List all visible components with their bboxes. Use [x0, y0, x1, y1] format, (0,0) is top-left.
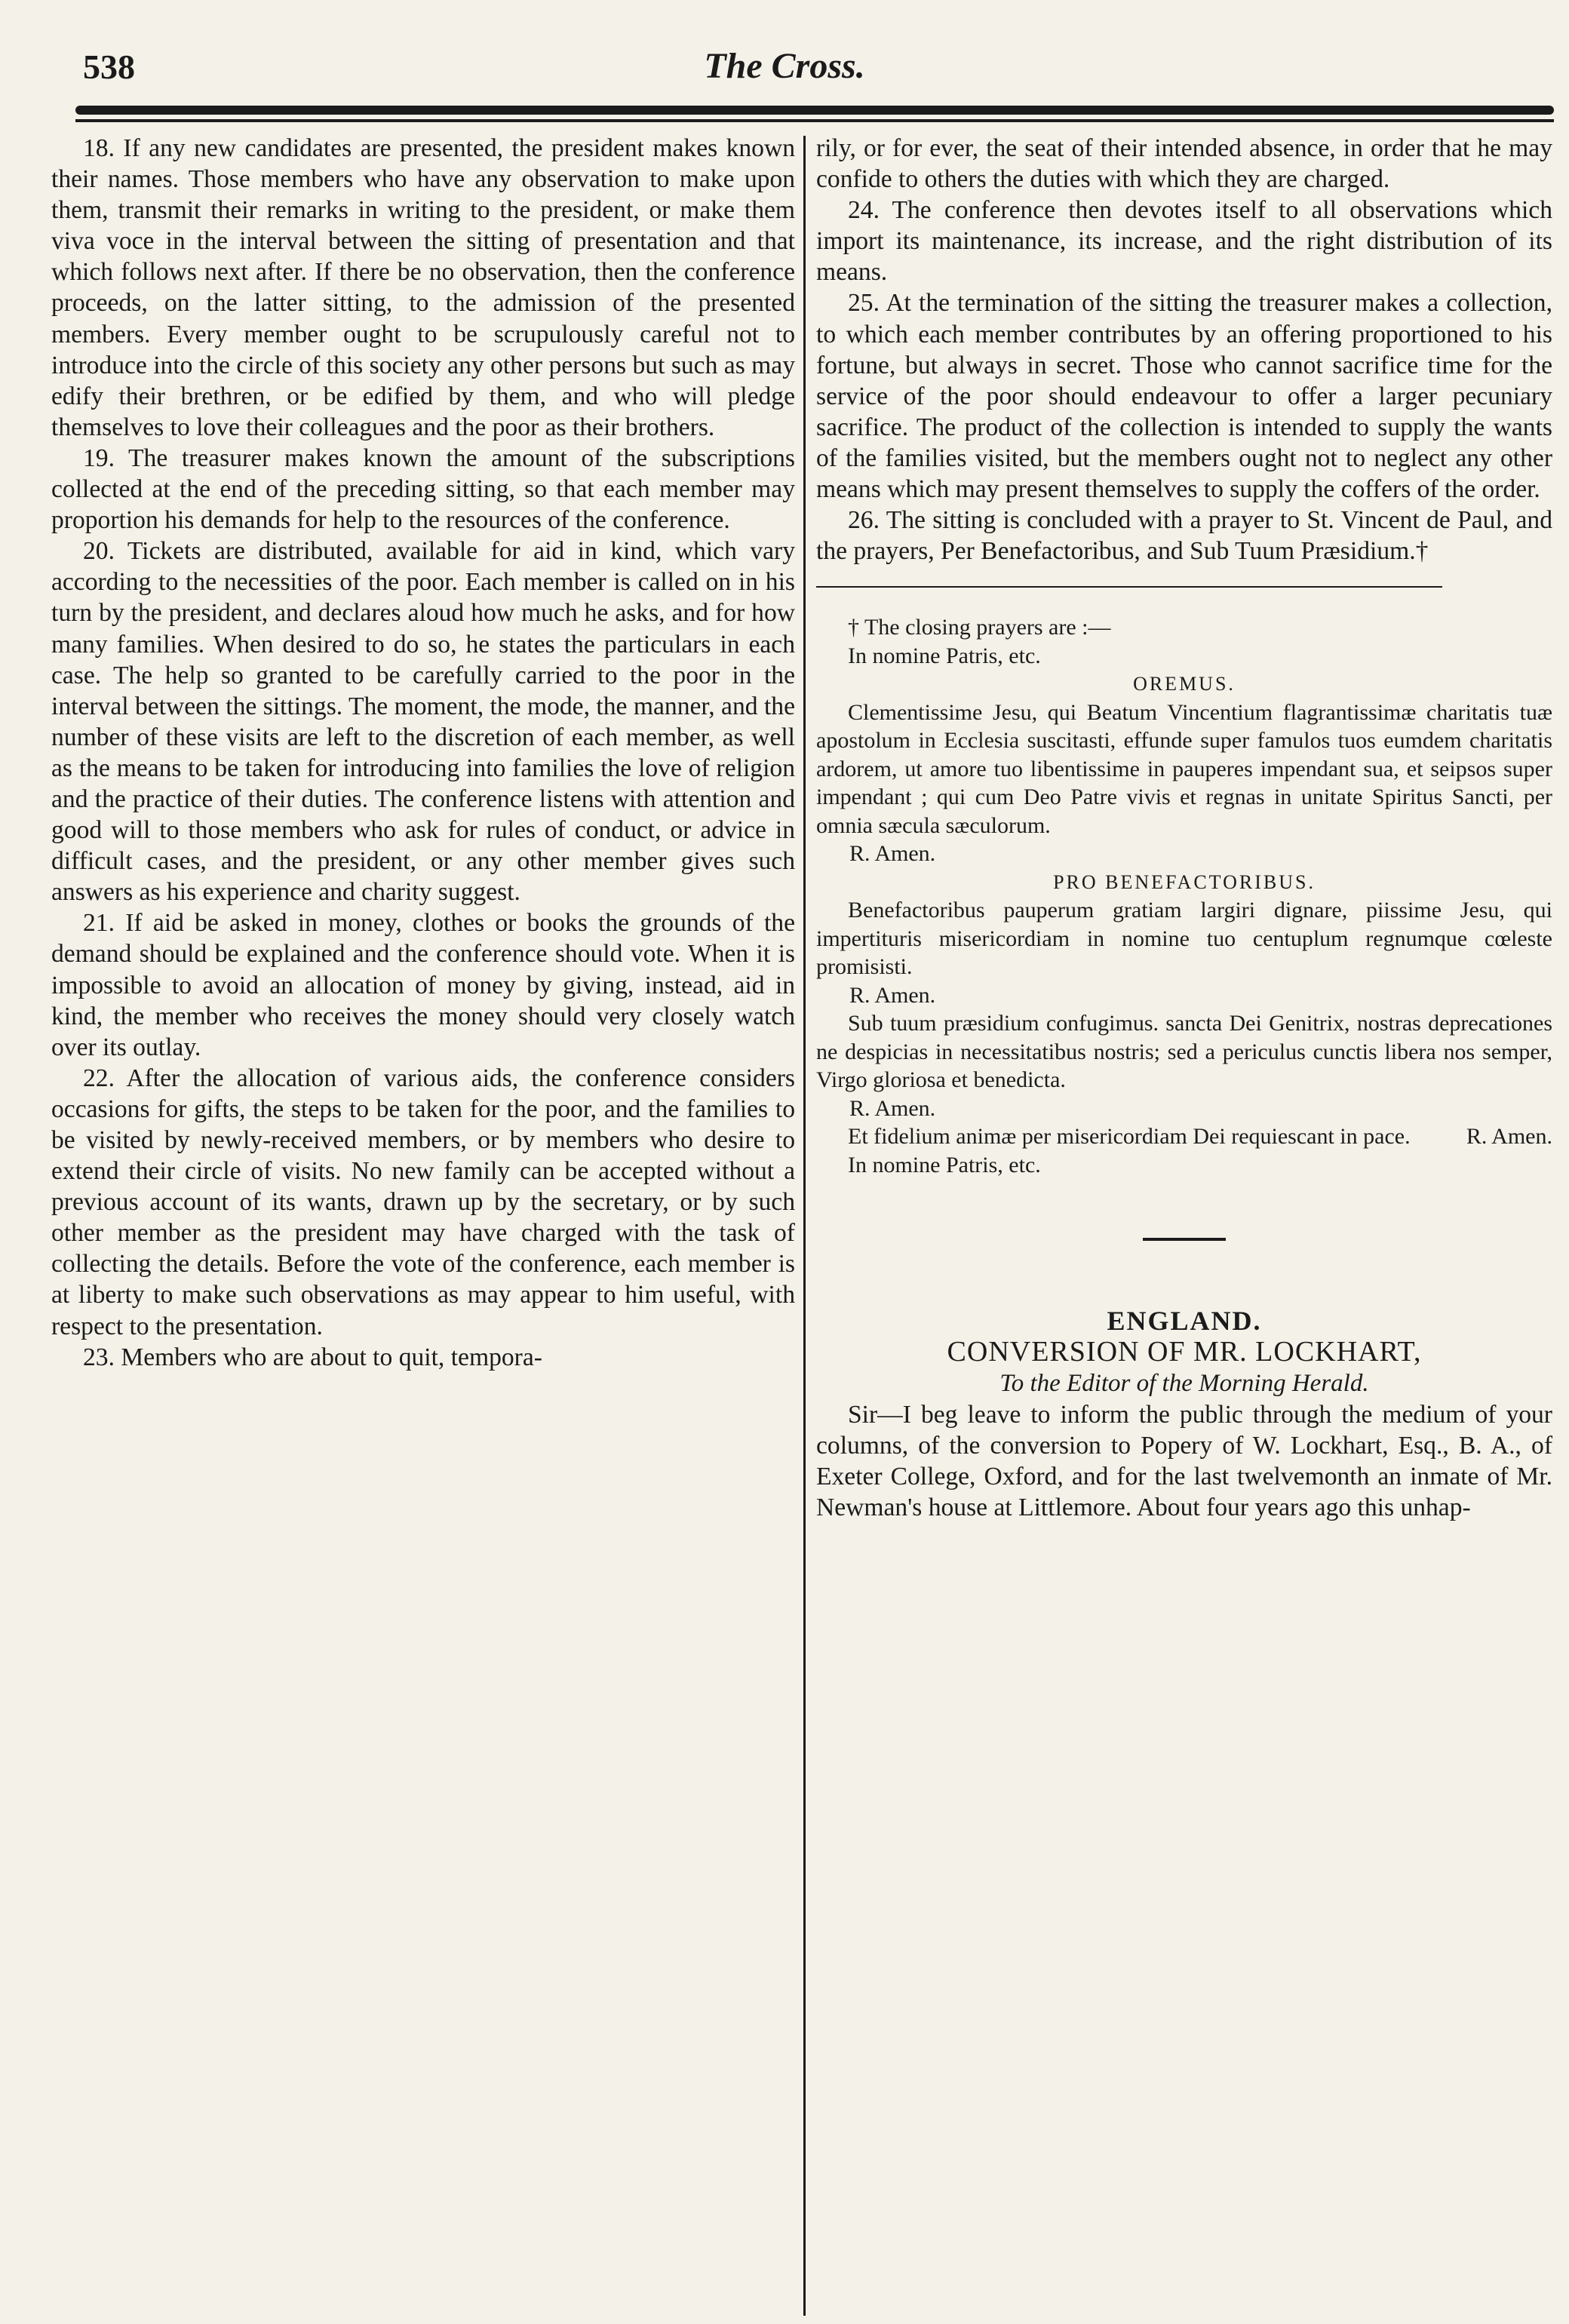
footnote-prayer-2: Benefactoribus pauperum gratiam largiri dignare, piissime Jesu, qui impertituris misericordiam in nomine tuo centuplum regnumque cœleste promisisti. — [816, 898, 1552, 980]
footnote-prayer-4-text: Et fidelium animæ per misericordiam Dei requiescant in pace. — [848, 1124, 1411, 1150]
paragraph-20: 20. Tickets are distributed, available for aid in kind, which vary according to the necessities of the poor. Each member is called on in his turn by the president, and declares aloud how much he asks, and for how many families. When desired to do so, he states the particulars in each case. The help so granted to be carefully carried to the poor in the interval between the sittings. The moment, the mode, the manner, and the number of these visits are left to the discretion of each member, as well as the means to be taken for introducing into families the love of religion and the practice of their duties. The conference listens with attention and good will to those members who ask for rules of conduct, or advice in difficult cases, and the president, or any other member gives such answers as his experience and charity suggest. — [51, 537, 795, 907]
paragraph-23: 23. Members who are about to quit, tempora- — [83, 1343, 542, 1371]
section-separator — [1143, 1238, 1226, 1241]
running-title: The Cross. — [704, 46, 865, 86]
page-number: 538 — [83, 48, 135, 86]
section-heading: ENGLAND. — [1107, 1306, 1262, 1337]
footnote-oremus: OREMUS. — [1133, 673, 1236, 695]
footnote-prayer-3: Sub tuum præsidium confugimus. sancta Dei Genitrix, nostras deprecationes ne despicias in necessitatibus nostris; sed a periculus cunctis libera nos semper, Virgo gloriosa et benedicta. — [816, 1011, 1552, 1093]
paragraph-21: 21. If aid be asked in money, clothes or books the grounds of the demand should be explained and the conference should vote. When it is impossible to avoid an allocation of money by giving, instead, aid in kind, the member who receives the money should very closely watch over its outlay. — [51, 909, 795, 1061]
footnote-prayer-1: Clementissime Jesu, qui Beatum Vincentium flagrantissimæ charitatis tuæ apostolum in Ecclesia suscitasti, effunde super famulos tuos eumdem charitatis ardorem, ut amore tuo libentissime in pauperes impendant sua, et seipsos super impendant ; qui cum Deo Patre vivis et regnas in unitate Spiritus Sancti, per omnia sæcula sæculorum. — [816, 699, 1552, 838]
footnote-rule — [816, 586, 1442, 613]
article-body: Sir—I beg leave to inform the public through the medium of your columns, of the conversion to Popery of W. Lockhart, Esq., B. A., of Exeter College, Oxford, and for the last twelvemonth an inmate of Mr. Newman's house at Littlemore. About four years ago this unhap- — [816, 1400, 1552, 1521]
paragraph-24: 24. The conference then devotes itself to all observations which import its maintenance, its increase, and the right distribution of its means. — [816, 196, 1552, 287]
paragraph-22: 22. After the allocation of various aids, the conference considers occasions for gifts, the steps to be taken for the poor, and the families to be visited by newly-received members, or by members who desire to extend their circle of visits. No new family can be accepted without a previous account of its wants, drawn up by the secretary, or by such other member as the president may have charged with the task of collecting the details. Before the vote of the conference, each member is at liberty to make such observations as may appear to him useful, with respect to the presentation. — [51, 1064, 795, 1340]
left-column — [51, 133, 795, 1373]
footnote-intro: † The closing prayers are :— — [848, 615, 1111, 640]
footnote-amen-1: R. Amen. — [849, 841, 936, 867]
footnote-amen-3: R. Amen. — [849, 1095, 936, 1121]
footnote-pro-benefactoribus: PRO BENEFACTORIBUS. — [1053, 870, 1316, 893]
article-headline: CONVERSION OF MR. LOCKHART, — [947, 1336, 1422, 1368]
header-rule-thick — [75, 106, 1554, 115]
column-divider — [803, 136, 806, 2316]
footnote-amen-2: R. Amen. — [849, 982, 936, 1008]
paragraph-19: 19. The treasurer makes known the amount of the subscriptions collected at the end of the preceding sitting, so that each member may proportion his demands for help to the resources of the conference. — [51, 444, 795, 535]
article-subhead: To the Editor of the Morning Herald. — [999, 1369, 1369, 1397]
footnote-amen-4: R. Amen. — [1466, 1124, 1552, 1150]
footnote-in-nomine-2: In nomine Patris, etc. — [848, 1152, 1041, 1177]
paragraph-26: 26. The sitting is concluded with a prayer to St. Vincent de Paul, and the prayers, Per Benefactoribus, and Sub Tuum Præsidium.† — [816, 506, 1552, 566]
right-column — [816, 133, 1552, 1523]
footnote-prayer-4 — [816, 1122, 1552, 1151]
paragraph-25: 25. At the termination of the sitting the treasurer makes a collection, to which each member contributes by an offering proportioned to his fortune, but always in secret. Those who cannot sacrifice time for the service of the poor should endeavour to offer a larger pecuniary sacrifice. The product of the collection is intended to supply the wants of the families visited, but the members ought not to neglect any other means which may present themselves to supply the coffers of the order. — [816, 289, 1552, 504]
footnote-in-nomine: In nomine Patris, etc. — [848, 643, 1041, 668]
header-rule-thin — [75, 119, 1554, 122]
footnote — [816, 613, 1552, 1179]
paragraph-18: 18. If any new candidates are presented, the president makes known their names. Those members who have any observation to make upon them, transmit their remarks in writing to the president, or make them viva voce in the interval between the sitting of presentation and that which follows next after. If there be no observation, then the conference proceeds, on the latter sitting, to the admission of the presented members. Every member ought to be scrupulously careful not to introduce into the circle of this society any other persons but such as may edify their brethren, or be edified by them, and who will pledge themselves to love their colleagues and the poor as their brothers. — [51, 134, 795, 441]
paragraph-23-continued: rily, or for ever, the seat of their intended absence, in order that he may confide to others the duties with which they are charged. — [816, 134, 1552, 194]
